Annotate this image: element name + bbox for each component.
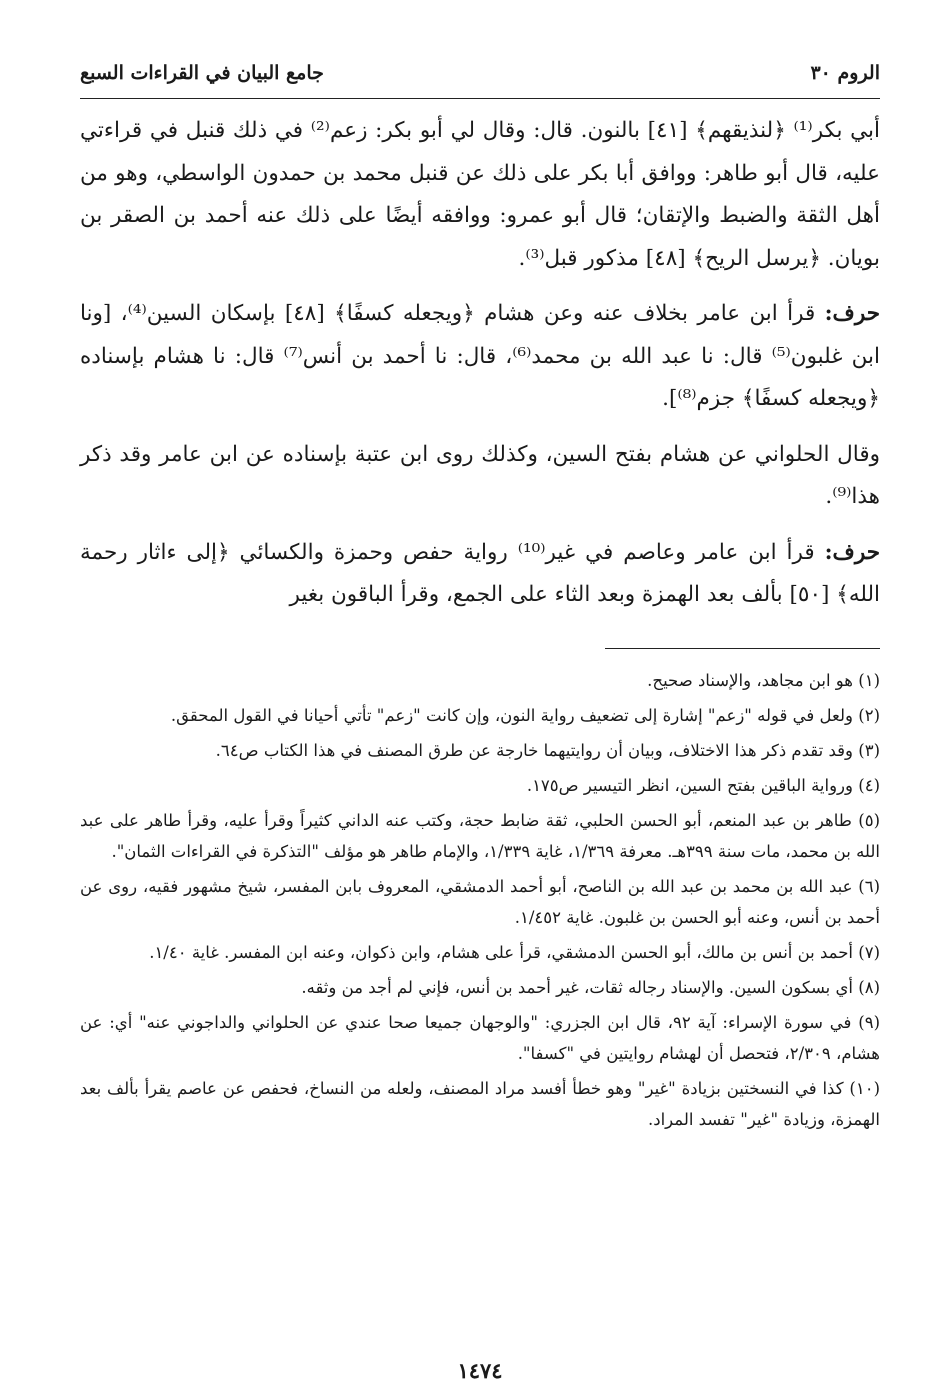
footnote-5: (٥) طاهر بن عبد المنعم، أبو الحسن الحلبي، ثقة ضابط حجة، وكتب عنه الداني كثيراً وقرأ عليه، وقرأ طاهر على عبد الله بن محمد، مات سنة ٣٩٩هـ. معرفة ١/٣٦٩، غاية ١/٣٣٩، والإمام طاهر هو مؤلف "التذكرة في القراءات الثمان". xyxy=(80,811,880,861)
paragraph-3: وقال الحلواني عن هشام بفتح السين، وكذلك روى ابن عتبة بإسناده عن ابن عامر وقد ذكر هذا⁽⁹⁾. xyxy=(80,441,880,509)
page-number: ١٤٧٤ xyxy=(457,1358,503,1383)
book-title: جامع البيان في القراءات السبع xyxy=(80,62,324,84)
main-text xyxy=(80,110,880,630)
paragraph-1: أبي بكر⁽¹⁾ ﴿لنذيقهم﴾ [٤١] بالنون. قال: وقال لي أبو بكر: زعم⁽²⁾ في ذلك قنبل في قراءتي عليه، قال أبو طاهر: ووافق أبا بكر على ذلك عن قنبل محمد بن حمدون الواسطي، وهو من أهل الثقة والضبط والإتقان؛ قال أبو عمرو: ووافقه أيضًا على ذلك عنه أحمد بن الصقر بن بويان. ﴿يرسل الريح﴾ [٤٨] مذكور قبل⁽³⁾. xyxy=(80,118,880,271)
footnote-3: (٣) وقد تقدم ذكر هذا الاختلاف، وبيان أن روايتيهما خارجة عن طرق المصنف في هذا الكتاب ص٦٤. xyxy=(215,741,880,760)
footnote-separator xyxy=(605,648,880,649)
footnote-4: (٤) ورواية الباقين بفتح السين، انظر التيسير ص١٧٥. xyxy=(526,776,880,795)
paragraph-4-text: قرأ ابن عامر وعاصم في غير⁽¹⁰⁾ رواية حفص وحمزة والكسائي ﴿إلى ءاثار رحمة الله﴾ [٥٠] بألف بعد الهمزة وبعد الثاء على الجمع، وقرأ الباقون بغير xyxy=(80,539,880,607)
footnote-8: (٨) أي بسكون السين. والإسناد رجاله ثقات، غير أحمد بن أنس، فإني لم أجد من وثقه. xyxy=(301,978,880,997)
footnotes xyxy=(80,665,880,1139)
paragraph-4-lead: حرف: xyxy=(824,539,880,565)
running-header xyxy=(80,58,880,99)
book-page xyxy=(80,0,880,1400)
surah-label: الروم ٣٠ xyxy=(810,62,880,84)
paragraph-4 xyxy=(80,532,880,617)
footnote-10: (١٠) كذا في النسختين بزيادة "غير" وهو خطأ أفسد مراد المصنف، ولعله من النساخ، فحفص عن عاصم يقرأ بألف بعد الهمزة، وزيادة "غير" تفسد المراد. xyxy=(80,1079,880,1129)
footnote-6: (٦) عبد الله بن محمد بن عبد الله بن الناصح، أبو أحمد الدمشقي، المعروف بابن المفسر، شيخ مشهور فقيه، روى عن أحمد بن أنس، وعنه أبو الحسن بن غلبون. غاية ١/٤٥٢. xyxy=(80,877,880,927)
footnote-2: (٢) ولعل في قوله "زعم" إشارة إلى تضعيف رواية النون، وإن كانت "زعم" تأتي أحيانا في القول المحقق. xyxy=(170,706,880,725)
footnote-9: (٩) في سورة الإسراء: آية ٩٢، قال ابن الجزري: "والوجهان جميعا صحا عندي عن الحلواني والداجوني عنه" أي: عن هشام، ٢/٣٠٩، فتحصل أن لهشام روايتين في "كسفا". xyxy=(80,1013,881,1063)
footnote-7: (٧) أحمد بن أنس بن مالك، أبو الحسن الدمشقي، قرأ على هشام، وابن ذكوان، وعنه ابن المفسر. غاية ١/٤٠. xyxy=(149,943,880,962)
paragraph-2 xyxy=(80,293,880,421)
paragraph-2-text: قرأ ابن عامر بخلاف عنه وعن هشام ﴿ويجعله كسفًا﴾ [٤٨] بإسكان السين⁽⁴⁾، [ونا ابن غلبون⁽⁵⁾ قال: نا عبد الله بن محمد⁽⁶⁾، قال: نا أحمد بن أنس⁽⁷⁾ قال: نا هشام بإسناده ﴿ويجعله كسفًا﴾ جزم⁽⁸⁾]. xyxy=(80,301,880,411)
paragraph-2-lead: حرف: xyxy=(824,301,880,326)
footnote-1: (١) هو ابن مجاهد، والإسناد صحيح. xyxy=(647,671,880,690)
